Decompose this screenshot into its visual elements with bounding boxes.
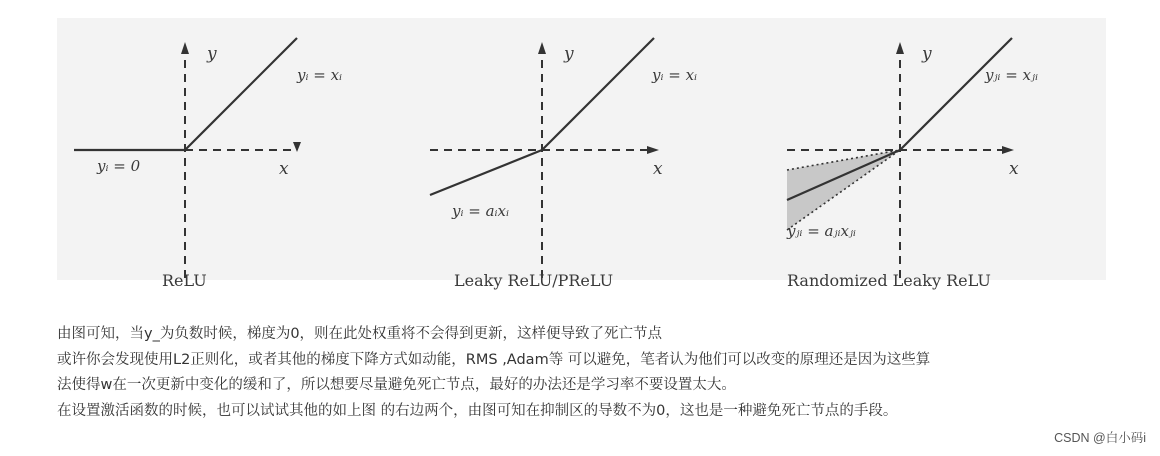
leaky-axis-y-label: y (564, 44, 574, 64)
leaky-x-arrow-icon (647, 146, 659, 154)
leaky-caption: Leaky ReLU/PReLU (454, 271, 614, 290)
leaky-y-arrow-icon (538, 42, 546, 54)
panel-relu (74, 38, 342, 290)
rrelu-x-arrow-icon (1002, 146, 1014, 154)
relu-axis-x-label: x (279, 159, 289, 179)
rrelu-caption: Randomized Leaky ReLU (787, 271, 991, 290)
rrelu-positive-label: yⱼᵢ = xⱼᵢ (985, 66, 1038, 84)
paragraph-l2-regularization: 或许你会发现使用L2正则化，或者其他的梯度下降方式如动能，RMS ,Adam等 可以避免，笔者认为他们可以改变的原理还是因为这些算 (57, 351, 931, 368)
paragraph-learning-rate: 法使得w在一次更新中变化的缓和了，所以想要尽量避免死亡节点，最好的办法还是学习率不要设置太大。 (57, 377, 736, 393)
leaky-negative-label: yᵢ = aᵢxᵢ (452, 202, 510, 220)
activation-functions-figure (57, 18, 1106, 290)
relu-positive-line (185, 38, 297, 150)
paragraph-activation-choice: 在设置激活函数的时候，也可以试试其他的如上图 的右边两个，由图可知在抑制区的导数不为0，这也是一种避免死亡节点的手段。 (57, 402, 898, 419)
rrelu-axis-x-label: x (1009, 159, 1019, 179)
paragraph-dead-neurons: 由图可知，当y_为负数时候，梯度为0，则在此处权重将不会得到更新，这样便导致了死亡节点 (57, 326, 663, 342)
article-body (57, 322, 1147, 424)
leaky-negative-line (430, 150, 542, 195)
activation-functions-diagram (57, 18, 1106, 290)
relu-negative-label: yᵢ = 0 (97, 157, 141, 175)
csdn-watermark: CSDN @白小码i (1054, 431, 1146, 445)
panel-randomized-leaky-relu (786, 38, 1038, 290)
leaky-positive-line (542, 38, 654, 150)
rrelu-axis-y-label: y (922, 44, 932, 64)
relu-axis-y-label: y (207, 44, 217, 64)
leaky-axis-x-label: x (653, 159, 663, 179)
rrelu-negative-label: yⱼᵢ = aⱼᵢxⱼᵢ (787, 222, 856, 240)
relu-x-arrow-icon (293, 142, 301, 152)
leaky-positive-label: yᵢ = xᵢ (652, 66, 698, 84)
rrelu-y-arrow-icon (896, 42, 904, 54)
rrelu-positive-line (900, 38, 1012, 150)
relu-y-arrow-icon (181, 42, 189, 54)
panel-leaky-relu (430, 38, 697, 290)
relu-caption: ReLU (162, 271, 207, 290)
relu-positive-label: yᵢ = xᵢ (297, 66, 343, 84)
